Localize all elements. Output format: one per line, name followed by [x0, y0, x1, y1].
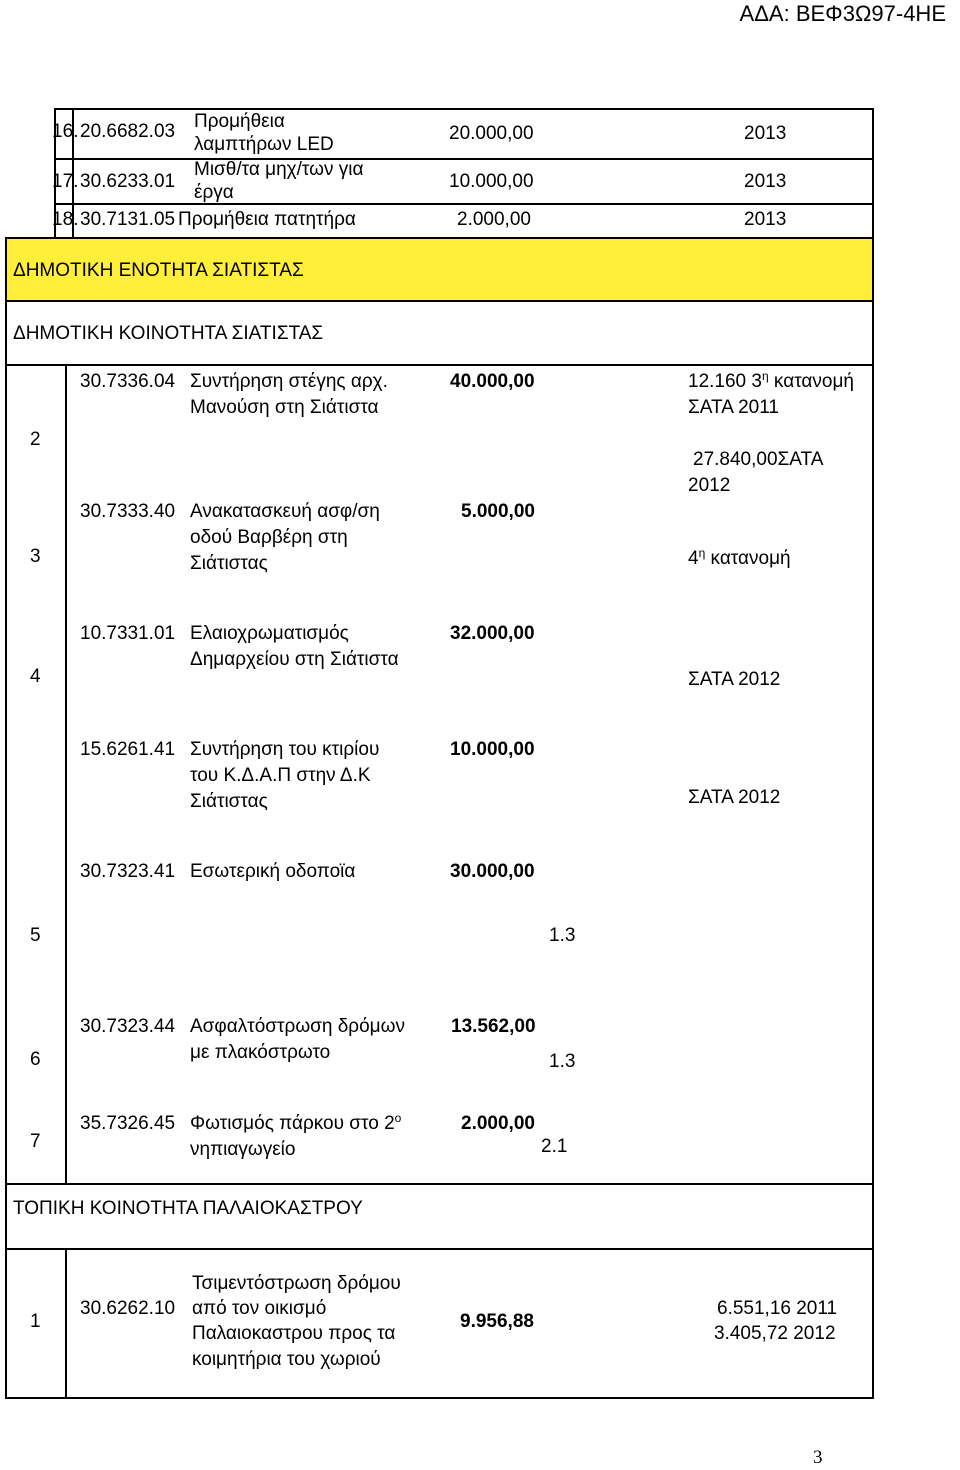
row-description: Μανούση στη Σιάτιστα [190, 397, 379, 418]
row-description: Προμήθεια [194, 111, 285, 132]
funding-note [688, 547, 791, 571]
row-number: 6 [30, 1049, 41, 1070]
funding-note: 27.840,00ΣΑΤΑ [693, 449, 824, 470]
row-code: 10.7331.01 [80, 623, 176, 644]
row-number: 2 [30, 429, 41, 450]
row-code: 30.6262.10 [80, 1298, 176, 1319]
row-code: 30.7323.44 [80, 1016, 176, 1037]
table-border [65, 1248, 67, 1398]
row-description: Ανακατασκευή ασφ/ση [190, 501, 380, 522]
section-title: ΔΗΜΟΤΙΚΗ ΚΟΙΝΟΤΗΤΑ ΣΙΑΤΙΣΤΑΣ [13, 323, 324, 344]
funding-note-sup: η [698, 546, 706, 560]
row-number: 1 [30, 1311, 41, 1332]
ada-code: ΑΔΑ: ΒΕΦ3Ω97-4ΗΕ [739, 1, 946, 26]
row-description: Ασφαλτόστρωση δρόμων [190, 1016, 405, 1037]
section-title: ΔΗΜΟΤΙΚΗ ΕΝΟΤΗΤΑ ΣΙΑΤΙΣΤΑΣ [13, 260, 304, 281]
row-amount: 40.000,00 [450, 371, 535, 392]
table-border [5, 364, 874, 366]
row-code: 20.6682.03 [80, 121, 176, 142]
funding-note: 1.3 [549, 1051, 576, 1072]
row-code: 30.7131.05 [80, 209, 176, 230]
funding-note [688, 370, 854, 394]
funding-note: 3.405,72 2012 [714, 1323, 836, 1344]
row-amount: 2.000,00 [461, 1113, 535, 1134]
row-description: Εσωτερική οδοποϊα [190, 861, 356, 882]
row-description: Συντήρηση του κτιρίου [190, 739, 380, 760]
row-description: οδού Βαρβέρη στη [190, 527, 348, 548]
row-description: Σιάτιστας [190, 791, 268, 812]
row-amount: 10.000,00 [450, 739, 535, 760]
table-border [65, 364, 67, 1183]
row-description-sup: ο [394, 1111, 402, 1125]
table-border [5, 1397, 874, 1399]
row-number: 5 [30, 925, 41, 946]
funding-note-sup: η [761, 369, 769, 383]
row-description: από τον οικισμό [192, 1298, 327, 1319]
row-number: 3 [30, 546, 41, 567]
row-amount: 32.000,00 [450, 623, 535, 644]
row-number: 4 [30, 666, 41, 687]
funding-note: ΣΑΤΑ 2012 [688, 787, 781, 808]
row-description: έργα [194, 182, 234, 203]
row-year: 2013 [744, 171, 787, 192]
row-amount: 20.000,00 [449, 123, 534, 144]
row-code: 35.7326.45 [80, 1113, 176, 1134]
table-border [54, 108, 874, 110]
table-border [5, 1183, 874, 1185]
row-year: 2013 [744, 123, 787, 144]
row-description: Μισθ/τα μηχ/των για [194, 159, 364, 180]
table-border [5, 237, 874, 239]
row-description: λαμπτήρων LED [194, 134, 334, 155]
page-number: 3 [813, 1447, 823, 1468]
row-description: Τσιμεντόστρωση δρόμου [192, 1273, 401, 1294]
row-amount: 10.000,00 [449, 171, 534, 192]
row-description: Δημαρχείου στη Σιάτιστα [190, 649, 399, 670]
funding-note: 2.1 [541, 1136, 568, 1157]
row-code: 30.7336.04 [80, 371, 176, 392]
funding-note: 6.551,16 2011 [717, 1298, 838, 1319]
row-number: 7 [30, 1131, 41, 1152]
funding-note-text: 4 [688, 548, 699, 569]
funding-note: ΣΑΤΑ 2012 [688, 669, 781, 690]
row-description: νηπιαγωγείο [190, 1139, 296, 1160]
row-description-text: Φωτισμός πάρκου στο 2 [190, 1113, 395, 1134]
row-amount: 9.956,88 [460, 1311, 534, 1332]
row-number: 17. [52, 171, 79, 192]
table-border [872, 108, 874, 1398]
funding-note: 2012 [688, 475, 731, 496]
table-border [54, 158, 874, 160]
funding-note-text: κατανομή [768, 371, 854, 392]
row-number: 18. [52, 209, 79, 230]
row-code: 30.6233.01 [80, 171, 176, 192]
row-description: Παλαιοκαστρου προς τα [192, 1323, 396, 1344]
row-description: Σιάτιστας [190, 553, 268, 574]
row-description: Συντήρηση στέγης αρχ. [190, 371, 388, 392]
row-description [190, 1112, 401, 1136]
row-amount: 5.000,00 [461, 501, 535, 522]
funding-note-text: κατανομή [705, 548, 791, 569]
table-border [5, 300, 874, 302]
funding-note: ΣΑΤΑ 2011 [688, 397, 779, 418]
row-description: κοιμητήρια του χωριού [192, 1349, 381, 1370]
table-border [5, 1248, 874, 1250]
row-description: με πλακόστρωτο [190, 1042, 331, 1063]
row-code: 30.7323.41 [80, 861, 176, 882]
row-description: του Κ.Δ.Α.Π στην Δ.Κ [190, 765, 371, 786]
table-border [5, 237, 7, 1398]
row-code: 30.7333.40 [80, 501, 176, 522]
row-code: 15.6261.41 [80, 739, 176, 760]
row-year: 2013 [744, 209, 787, 230]
funding-note: 1.3 [549, 925, 576, 946]
row-description: Προμήθεια πατητήρα [178, 209, 356, 230]
table-border [54, 203, 874, 205]
row-amount: 30.000,00 [450, 861, 535, 882]
row-amount: 13.562,00 [451, 1016, 536, 1037]
row-amount: 2.000,00 [457, 209, 531, 230]
row-description: Ελαιοχρωματισμός [190, 623, 349, 644]
funding-note-text: 12.160 3 [688, 371, 762, 392]
row-number: 16. [52, 121, 79, 142]
section-title: ΤΟΠΙΚΗ ΚΟΙΝΟΤΗΤΑ ΠΑΛΑΙΟΚΑΣΤΡΟΥ [13, 1198, 363, 1219]
